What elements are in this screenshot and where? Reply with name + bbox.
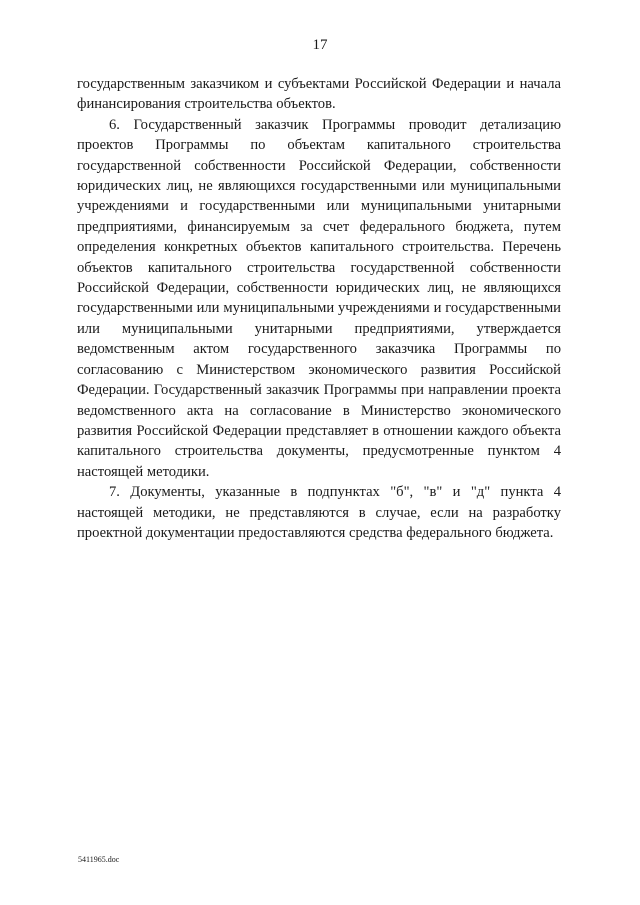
paragraph-continuation: государственным заказчиком и субъектами Российской Федерации и начала финансирования строительства объектов. — [77, 76, 561, 113]
page-number: 17 — [312, 37, 328, 53]
paragraph-item-6: 6. Государственный заказчик Программы проводит детализацию проектов Программы по объектам капитального строительства государственной собственности Российской Федерации, собственности юридических лиц, не являющихся государственными или муниципальными учреждениями и государственными или муниципальными унитарными предприятиями, финансируемым за счет федерального бюджета, путем определения конкретных объектов капитального строительства. Перечень объектов капитального строительства государственной собственности Российской Федерации, собственности юридических лиц, не являющихся государственными или муниципальными учреждениями и государственными или муниципальными унитарными предприятиями, утверждается ведомственным актом государственного заказчика Программы по согласованию с Министерством экономического развития Российской Федерации. Государственный заказчик Программы при направлении проекта ведомственного акта на согласование в Министерство экономического развития Российской Федерации представляет в отношении каждого объекта капитального строительства документы, предусмотренные пунктом 4 настоящей методики. — [77, 116, 561, 480]
document-file-code: 5411965.doc — [78, 855, 120, 864]
paragraph-item-7: 7. Документы, указанные в подпунктах "б", "в" и "д" пункта 4 настоящей методики, не представляются в случае, если на разработку проектной документации предоставляются средства федерального бюджета. — [77, 484, 561, 541]
document-body — [77, 74, 561, 543]
